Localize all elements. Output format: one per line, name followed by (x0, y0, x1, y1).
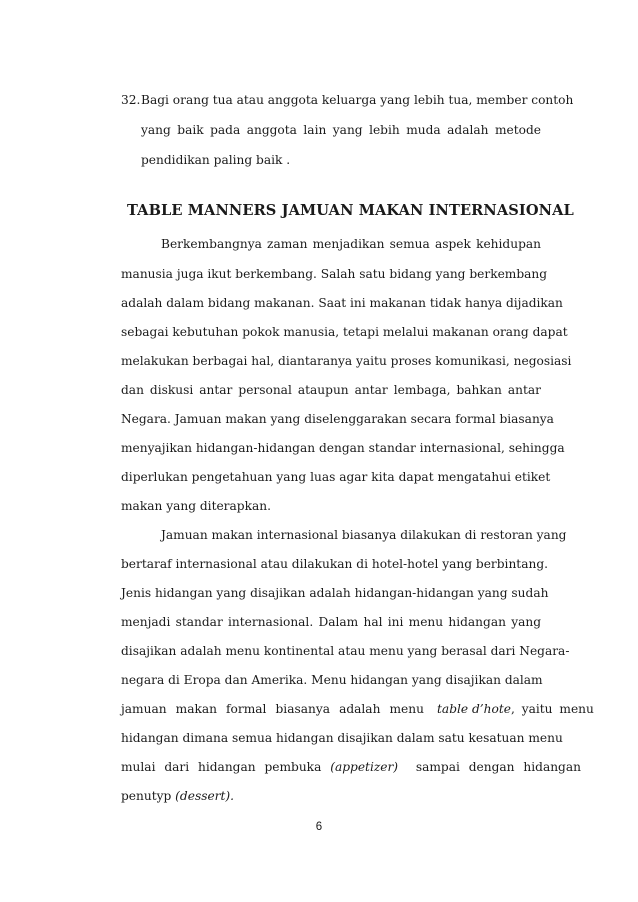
paragraph2-line-10-italic: (dessert). (175, 789, 235, 803)
paragraph1-line-1: Berkembangnya zaman menjadikan semua aspek kehidupan (161, 237, 541, 251)
list-item-line-1: Bagi orang tua atau anggota keluarga yang lebih tua, member contoh (141, 93, 574, 107)
paragraph1-line-6: dan diskusi antar personal ataupun antar lembaga, bahkan antar (121, 383, 541, 397)
paragraph1-line-8: menyajikan hidangan-hidangan dengan standar internasional, sehingga (121, 441, 565, 455)
paragraph1-line-5: melakukan berbagai hal, diantaranya yaitu proses komunikasi, negosiasi (121, 354, 572, 368)
paragraph2-line-1: Jamuan makan internasional biasanya dilakukan di restoran yang (161, 528, 567, 542)
paragraph1-line-10: makan yang diterapkan. (121, 499, 271, 513)
list-item-line-3: pendidikan paling baik . (141, 153, 291, 167)
paragraph1-line-3: adalah dalam bidang makanan. Saat ini makanan tidak hanya dijadikan (121, 296, 563, 310)
list-item-line-2: yang baik pada anggota lain yang lebih muda adalah metode (141, 123, 541, 137)
paragraph2-line-9-italic: (appetizer) (330, 760, 399, 774)
paragraph2-line-9-post: sampai dengan hidangan (398, 760, 581, 774)
paragraph2-line-10 (121, 788, 234, 804)
paragraph1-line-4: sebagai kebutuhan pokok manusia, tetapi melalui makanan orang dapat (121, 325, 568, 339)
section-title: TABLE MANNERS JAMUAN MAKAN INTERNASIONAL (127, 202, 574, 219)
paragraph2-line-7-pre: jamuan makan formal biasanya adalah menu (121, 702, 434, 716)
paragraph2-line-9-pre: mulai dari hidangan pembuka (121, 760, 331, 774)
paragraph2-line-7-lead (121, 701, 437, 717)
paragraph2-line-9 (121, 759, 581, 775)
paragraph1-line-2: manusia juga ikut berkembang. Salah satu bidang yang berkembang (121, 267, 548, 281)
paragraph2-line-3: Jenis hidangan yang disajikan adalah hidangan-hidangan yang sudah (121, 586, 549, 600)
paragraph2-line-7-post: , yaitu menu (510, 702, 594, 716)
paragraph2-line-5: disajikan adalah menu kontinental atau menu yang berasal dari Negara- (121, 644, 570, 658)
paragraph1-line-7: Negara. Jamuan makan yang diselenggarakan secara formal biasanya (121, 412, 554, 426)
paragraph2-line-7 (121, 701, 594, 717)
paragraph2-line-6: negara di Eropa dan Amerika. Menu hidangan yang disajikan dalam (121, 673, 543, 687)
paragraph2-line-10-pre: penutyp (121, 789, 176, 803)
paragraph2-line-8: hidangan dimana semua hidangan disajikan dalam satu kesatuan menu (121, 731, 563, 745)
paragraph2-line-2: bertaraf internasional atau dilakukan di hotel-hotel yang berbintang. (121, 557, 548, 571)
paragraph2-line-4: menjadi standar internasional. Dalam hal ini menu hidangan yang (121, 615, 541, 629)
paragraph1-line-9: diperlukan pengetahuan yang luas agar kita dapat mengatahui etiket (121, 470, 551, 484)
page-number: 6 (315, 821, 323, 833)
list-item-number: 32. (121, 93, 141, 107)
paragraph2-line-7-italic: table d’hote (437, 702, 511, 716)
